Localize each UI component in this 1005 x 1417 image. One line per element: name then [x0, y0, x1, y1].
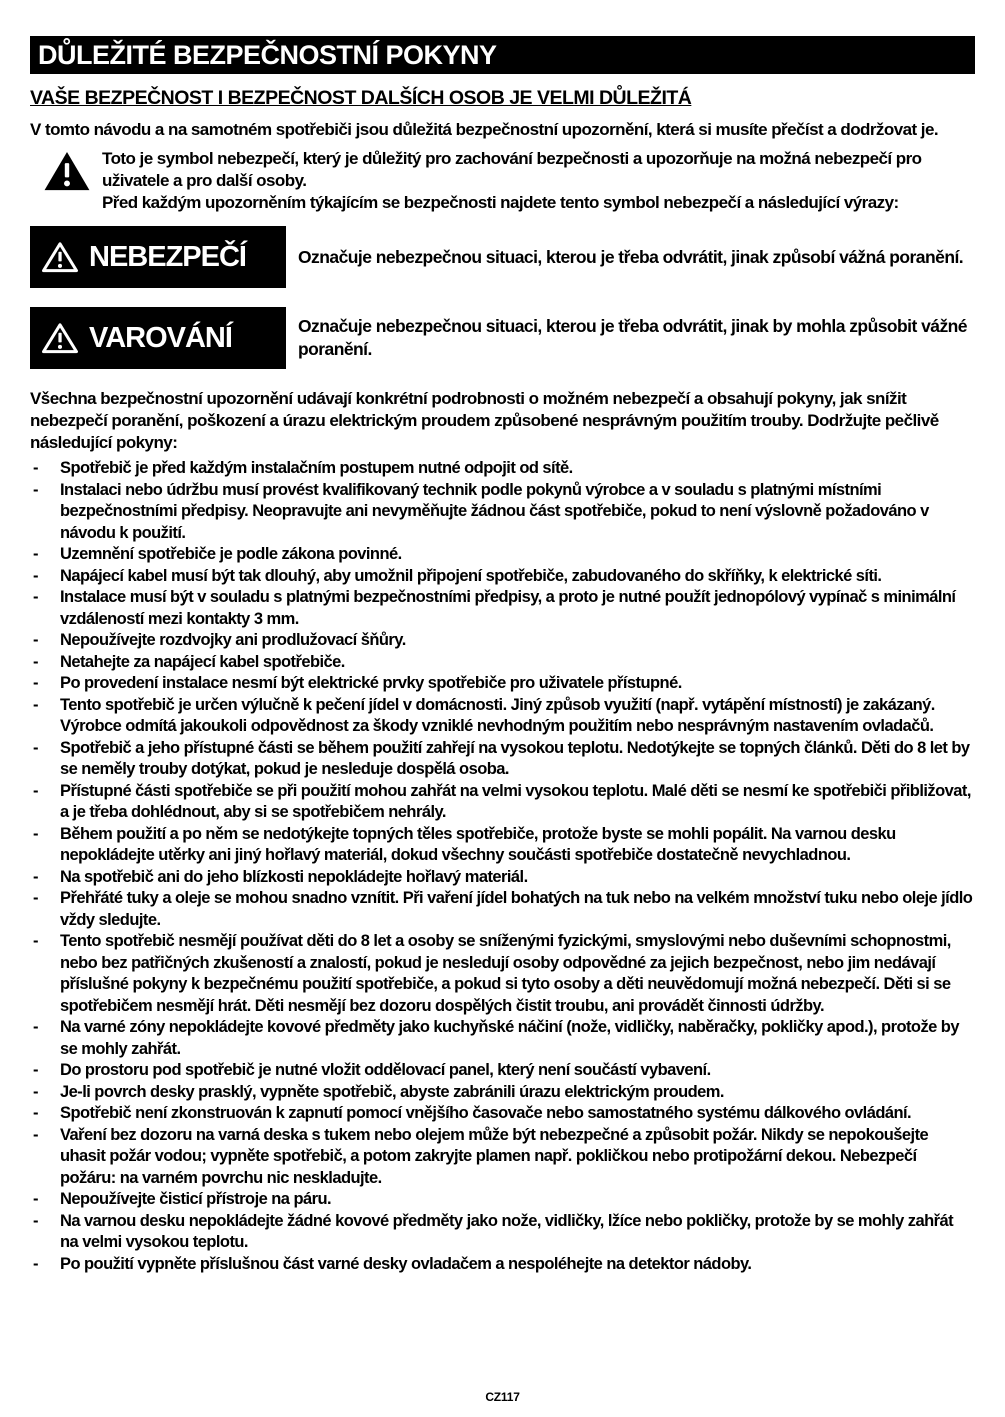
list-item [30, 480, 975, 545]
list-item [30, 931, 975, 1017]
list-item [30, 738, 975, 781]
bullet-dash: - [33, 932, 38, 950]
bullet-dash: - [33, 459, 38, 477]
list-item [30, 652, 975, 674]
instructions-intro: Všechna bezpečnostní upozornění udávají konkrétní podrobnosti o možném nebezpečí a obsahují pokyny, jak snížit nebezpečí poranění, poškození a úrazu elektrickým proudem způsobené nesprávným použitím trouby. Dodržujte pečlivě následující pokyny: [30, 389, 939, 452]
bullet-dash: - [33, 480, 38, 499]
bullet-dash: - [33, 652, 38, 671]
bullet-dash: - [33, 1254, 38, 1273]
list-item [30, 1082, 975, 1104]
section-heading: VAŠE BEZPEČNOST I BEZPEČNOST DALŠÍCH OSOB JE VELMI DŮLEŽITÁ [30, 87, 692, 109]
bullet-dash: - [33, 1125, 38, 1144]
bullet-dash: - [33, 1018, 38, 1036]
warning-triangle-icon [44, 148, 90, 214]
list-item [30, 1060, 975, 1082]
hazard-note-line-2: Před každým upozorněním týkajícím se bezpečnosti najdete tento symbol nebezpečí a následující výrazy: [102, 193, 899, 212]
list-item-text: Uzemnění spotřebiče je podle zákona povinné. [60, 545, 402, 563]
hazard-note-line-1: Toto je symbol nebezpečí, který je důležitý pro zachování bezpečnosti a upozorňuje na možná nebezpečí pro uživatele a pro další osoby. [102, 149, 922, 190]
hazard-note-text [102, 148, 975, 214]
warning-triangle-icon [42, 322, 78, 354]
list-item [30, 566, 975, 588]
bullet-dash: - [33, 631, 38, 649]
bullet-dash: - [33, 545, 38, 563]
bullet-dash: - [33, 889, 38, 907]
list-item [30, 888, 975, 931]
list-item-text: Po provedení instalace nesmí být elektrické prvky spotřebiče pro uživatele přístupné. [60, 674, 682, 692]
bullet-dash: - [33, 824, 38, 843]
warning-box [30, 307, 286, 369]
bullet-dash: - [33, 1211, 38, 1230]
danger-label: NEBEZPEČÍ [89, 240, 246, 273]
warning-signal-row [30, 307, 975, 369]
bullet-dash: - [33, 1190, 38, 1208]
warning-triangle-icon [42, 241, 78, 273]
list-item-text: Na varné zóny nepokládejte kovové předměty jako kuchyňské náčiní (nože, vidličky, naběračky, pokličky apod.), protože by se mohly zahřát. [60, 1018, 959, 1058]
list-item [30, 458, 975, 480]
safety-instructions-list [30, 458, 975, 1275]
danger-signal-row [30, 226, 975, 288]
danger-description: Označuje nebezpečnou situaci, kterou je třeba odvrátit, jinak způsobí vážná poranění. [298, 246, 964, 267]
list-item [30, 867, 975, 889]
list-item-text: Tento spotřebič nesmějí používat děti do 8 let a osoby se sníženými fyzickými, smyslovými nebo duševními schopnostmi, nebo bez patřičných zkušeností a znalostí, pokud je nesledují osoby odpovědné za jejich bezpečnost, nebo jim nedávají příslušné pokyny k bezpečnému použití spotřebiče, a pokud si tyto osoby a děti neuvědomují možná nebezpečí. Děti si se spotřebičem nesmějí hrát. Děti nesmějí bez dozoru dospělých čistit troubu, ani provádět činnosti údržby. [60, 932, 951, 1015]
list-item-text: Během použití a po něm se nedotýkejte topných těles spotřebiče, protože byste se mohli popálit. Na varnou desku nepokládejte utěrky ani jiný hořlavý materiál, dokud všechny součásti spotřebiče dostatečně nevychladnou. [60, 824, 896, 864]
list-item [30, 1125, 975, 1190]
bullet-dash: - [33, 566, 38, 585]
bullet-dash: - [33, 738, 38, 757]
list-item [30, 824, 975, 867]
list-item-text: Netahejte za napájecí kabel spotřebiče. [60, 652, 345, 671]
bullet-dash: - [33, 1104, 38, 1122]
list-item [30, 673, 975, 695]
list-item-text: Vaření bez dozoru na varná deska s tukem nebo olejem může být nebezpečné a způsobit požár. Nikdy se nepokoušejte uhasit požár vodou; vypněte spotřebič, a potom zakryjte plamen např. pokličkou nebo protipožární dekou. Nebezpečí požáru: na varném povrchu nic neskladujte. [60, 1125, 929, 1187]
bullet-dash: - [33, 588, 38, 606]
list-item [30, 1189, 975, 1211]
bullet-dash: - [33, 1082, 38, 1101]
list-item-text: Po použití vypněte příslušnou část varné desky ovladačem a nespoléhejte na detektor nádoby. [60, 1254, 752, 1273]
hazard-symbol-note [30, 148, 975, 214]
bullet-dash: - [33, 781, 38, 800]
list-item-text: Přehřáté tuky a oleje se mohou snadno vznítit. Při vaření jídel bohatých na tuk nebo na velkém množství tuku nebo oleje jídlo vždy sledujte. [60, 889, 973, 929]
list-item-text: Instalaci nebo údržbu musí provést kvalifikovaný technik podle pokynů výrobce a v souladu s platnými místními bezpečnostními předpisy. Neopravujte ani nevyměňujte žádnou část spotřebiče, pokud to není výslovně požadováno v návodu k použití. [60, 480, 929, 542]
list-item-text: Napájecí kabel musí být tak dlouhý, aby umožnil připojení spotřebiče, zabudovaného do skříňky, k elektrické síti. [60, 566, 882, 585]
list-item-text: Instalace musí být v souladu s platnými bezpečnostními předpisy, a proto je nutné použít jednopólový vypínač s minimální vzdáleností mezi kontakty 3 mm. [60, 588, 956, 628]
list-item-text: Nepoužívejte rozdvojky ani prodlužovací šňůry. [60, 631, 406, 649]
danger-box [30, 226, 286, 288]
list-item [30, 1254, 975, 1276]
list-item-text: Je-li povrch desky prasklý, vypněte spotřebič, abyste zabránili úrazu elektrickým proudem. [60, 1082, 724, 1101]
list-item [30, 781, 975, 824]
list-item-text: Spotřebič není zkonstruován k zapnutí pomocí vnějšího časovače nebo samostatného systému dálkového ovládání. [60, 1104, 912, 1122]
bullet-dash: - [33, 674, 38, 692]
list-item-text: Nepoužívejte čisticí přístroje na páru. [60, 1190, 332, 1208]
list-item-text: Na varnou desku nepokládejte žádné kovové předměty jako nože, vidličky, lžíce nebo pokličky, protože by se mohly zahřát na velmi vysokou teplotu. [60, 1211, 954, 1251]
list-item-text: Spotřebič a jeho přístupné části se během použití zahřejí na vysokou teplotu. Nedotýkejte se topných článků. Děti do 8 let by se neměly trouby dotýkat, pokud je nesleduje dospělá osoba. [60, 738, 970, 778]
list-item-text: Přístupné části spotřebiče se při použití mohou zahřát na velmi vysokou teplotu. Malé děti se nesmí ke spotřebiči přibližovat, a je třeba dohlédnout, aby si se spotřebičem nehrály. [60, 781, 971, 821]
page-title: DŮLEŽITÉ BEZPEČNOSTNÍ POKYNY [38, 39, 497, 70]
list-item [30, 587, 975, 630]
title-bar [30, 36, 975, 74]
bullet-dash: - [33, 867, 38, 886]
list-item [30, 1211, 975, 1254]
bullet-dash: - [33, 695, 38, 714]
warning-label: VAROVÁNÍ [89, 321, 232, 354]
list-item-text: Na spotřebič ani do jeho blízkosti nepokládejte hořlavý materiál. [60, 867, 528, 886]
list-item-text: Spotřebič je před každým instalačním postupem nutné odpojit od sítě. [60, 459, 573, 477]
list-item [30, 1103, 975, 1125]
intro-paragraph: V tomto návodu a na samotném spotřebiči jsou důležitá bezpečnostní upozornění, která si musíte přečíst a dodržovat je. [30, 120, 939, 139]
list-item-text: Tento spotřebič je určen výlučně k pečení jídel v domácnosti. Jiný způsob využití (např. vytápění místností) je zakázaný. Výrobce odmítá jakoukoli odpovědnost za škody vzniklé nevhodným použitím nebo nesprávným nastavením ovladačů. [60, 695, 935, 735]
list-item [30, 695, 975, 738]
bullet-dash: - [33, 1061, 38, 1079]
list-item [30, 544, 975, 566]
list-item [30, 630, 975, 652]
list-item [30, 1017, 975, 1060]
page-code: CZ117 [485, 1390, 520, 1404]
list-item-text: Do prostoru pod spotřebič je nutné vložit oddělovací panel, který není součástí vybavení. [60, 1061, 711, 1079]
warning-description: Označuje nebezpečnou situaci, kterou je třeba odvrátit, jinak by mohla způsobit vážné poranění. [298, 316, 967, 359]
